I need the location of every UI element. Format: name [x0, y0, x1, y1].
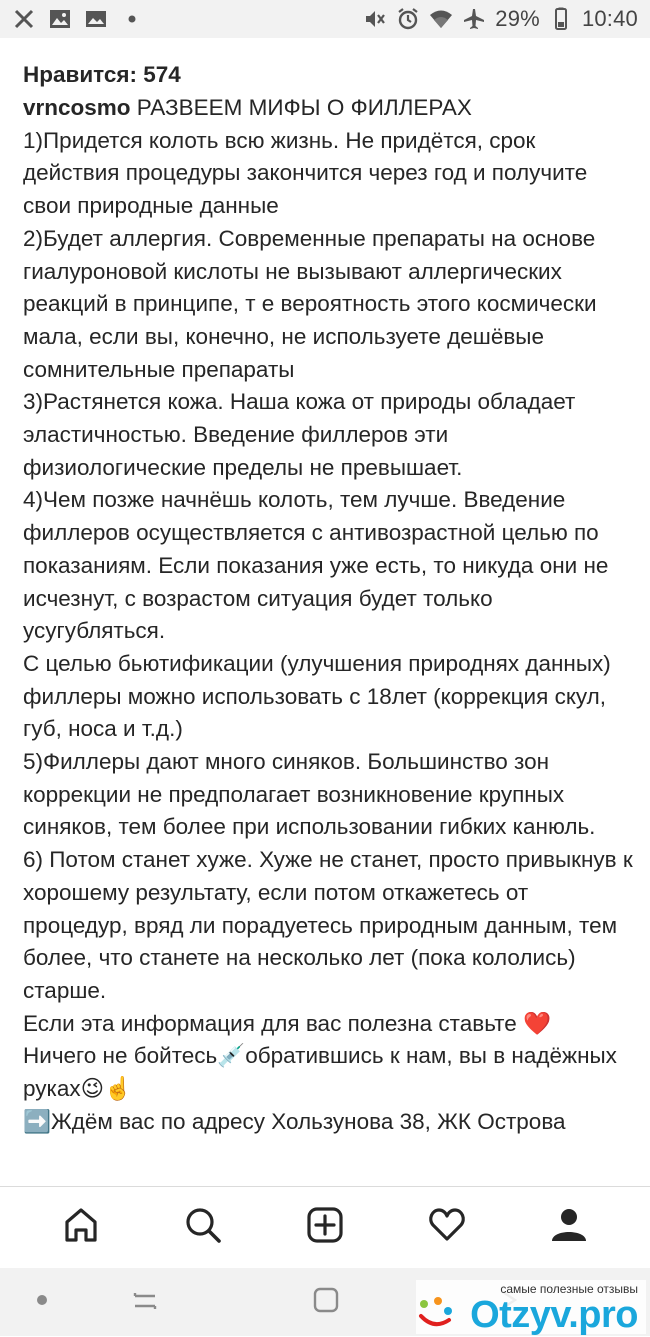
- system-recents-button[interactable]: [129, 1286, 161, 1318]
- home-icon: [61, 1205, 101, 1250]
- clock: 10:40: [581, 6, 638, 31]
- image-notification-icon: [48, 7, 72, 31]
- caption-text: РАЗВЕЕМ МИФЫ О ФИЛЛЕРАХ 1)Придется колоть всю жизнь. Не придётся, срок действия процедуры закончится через год и получите свои природные данные 2)Будет аллергия. Современные препараты на основе гиалуроновой кислоты не вызывают аллергических реакций в принципе, т е вероятность этого космически мала, если вы, конечно, не используете дешёвые сомнительные препараты 3)Растянется кожа. Наша кожа от природы обладает эластичностью. Введение филлеров эти физиологические пределы не превышает. 4)Чем позже начнёшь колоть, тем лучше. Введение филлеров осуществляется с антивозрастной целью по показаниям. Если показания уже есть, то никуда они не исчезнут, с возрастом ситуация будет только усугубляться. С целью бьютификации (улучшения природнях данных) филлеры можно использовать с 18лет (коррекция скул, губ, носа и т.д.) 5)Филлеры дают много синяков. Большинство зон коррекции не предполагает возникновение крупных синяков, тем более при использовании гибких канюль. 6) Потом станет хуже. Хуже не станет, просто привыкнув к хорошему результату, если потом откажетесь от процедур, вряд ли порадуетесь природным данным, тем более, что станете на несколько лет (пока кололись) старше. Если эта информация для вас полезна ставьте ❤️ Ничего не бойтесь💉обратившись к нам, вы в надёжных руках😉☝️ ➡️Ждём вас по адресу Хользунова 38, ЖК Острова: [23, 95, 633, 1134]
- wifi-icon: [429, 7, 453, 31]
- watermark-logo-icon: [416, 1294, 454, 1332]
- scrolled-header-edge: [0, 38, 650, 52]
- likes-count[interactable]: Нравится: 574: [23, 62, 181, 87]
- gallery-notification-icon: [84, 7, 108, 31]
- more-dot-icon: [120, 7, 144, 31]
- watermark: [416, 1280, 646, 1334]
- post-content[interactable]: [23, 56, 633, 1186]
- nav-search-button[interactable]: [173, 1198, 233, 1258]
- close-notification-icon: [12, 7, 36, 31]
- airplane-mode-icon: [462, 7, 486, 31]
- search-icon: [183, 1205, 223, 1250]
- dot-icon: [26, 1284, 58, 1321]
- bottom-navigation: [0, 1186, 650, 1268]
- nav-activity-button[interactable]: [417, 1198, 477, 1258]
- system-home-button[interactable]: [310, 1286, 342, 1318]
- heart-icon: [427, 1205, 467, 1250]
- nav-profile-button[interactable]: [539, 1198, 599, 1258]
- nav-home-button[interactable]: [51, 1198, 111, 1258]
- nav-add-post-button[interactable]: [295, 1198, 355, 1258]
- mute-icon: [363, 7, 387, 31]
- status-bar: [0, 0, 650, 38]
- add-post-icon: [305, 1205, 345, 1250]
- watermark-tagline: самые полезные отзывы: [500, 1282, 638, 1296]
- profile-icon: [549, 1205, 589, 1250]
- system-dot-button[interactable]: [26, 1286, 58, 1318]
- battery-percent: 29%: [495, 6, 540, 31]
- recent-apps-icon: [129, 1284, 161, 1321]
- post-caption: [23, 92, 633, 1139]
- home-square-icon: [310, 1284, 342, 1321]
- status-right-icons: [363, 6, 638, 32]
- alarm-icon: [396, 7, 420, 31]
- post-username[interactable]: vrncosmo: [23, 95, 131, 120]
- battery-icon: [549, 7, 573, 31]
- status-left-icons: [12, 7, 144, 31]
- watermark-brand: Otzyv.pro: [470, 1294, 638, 1336]
